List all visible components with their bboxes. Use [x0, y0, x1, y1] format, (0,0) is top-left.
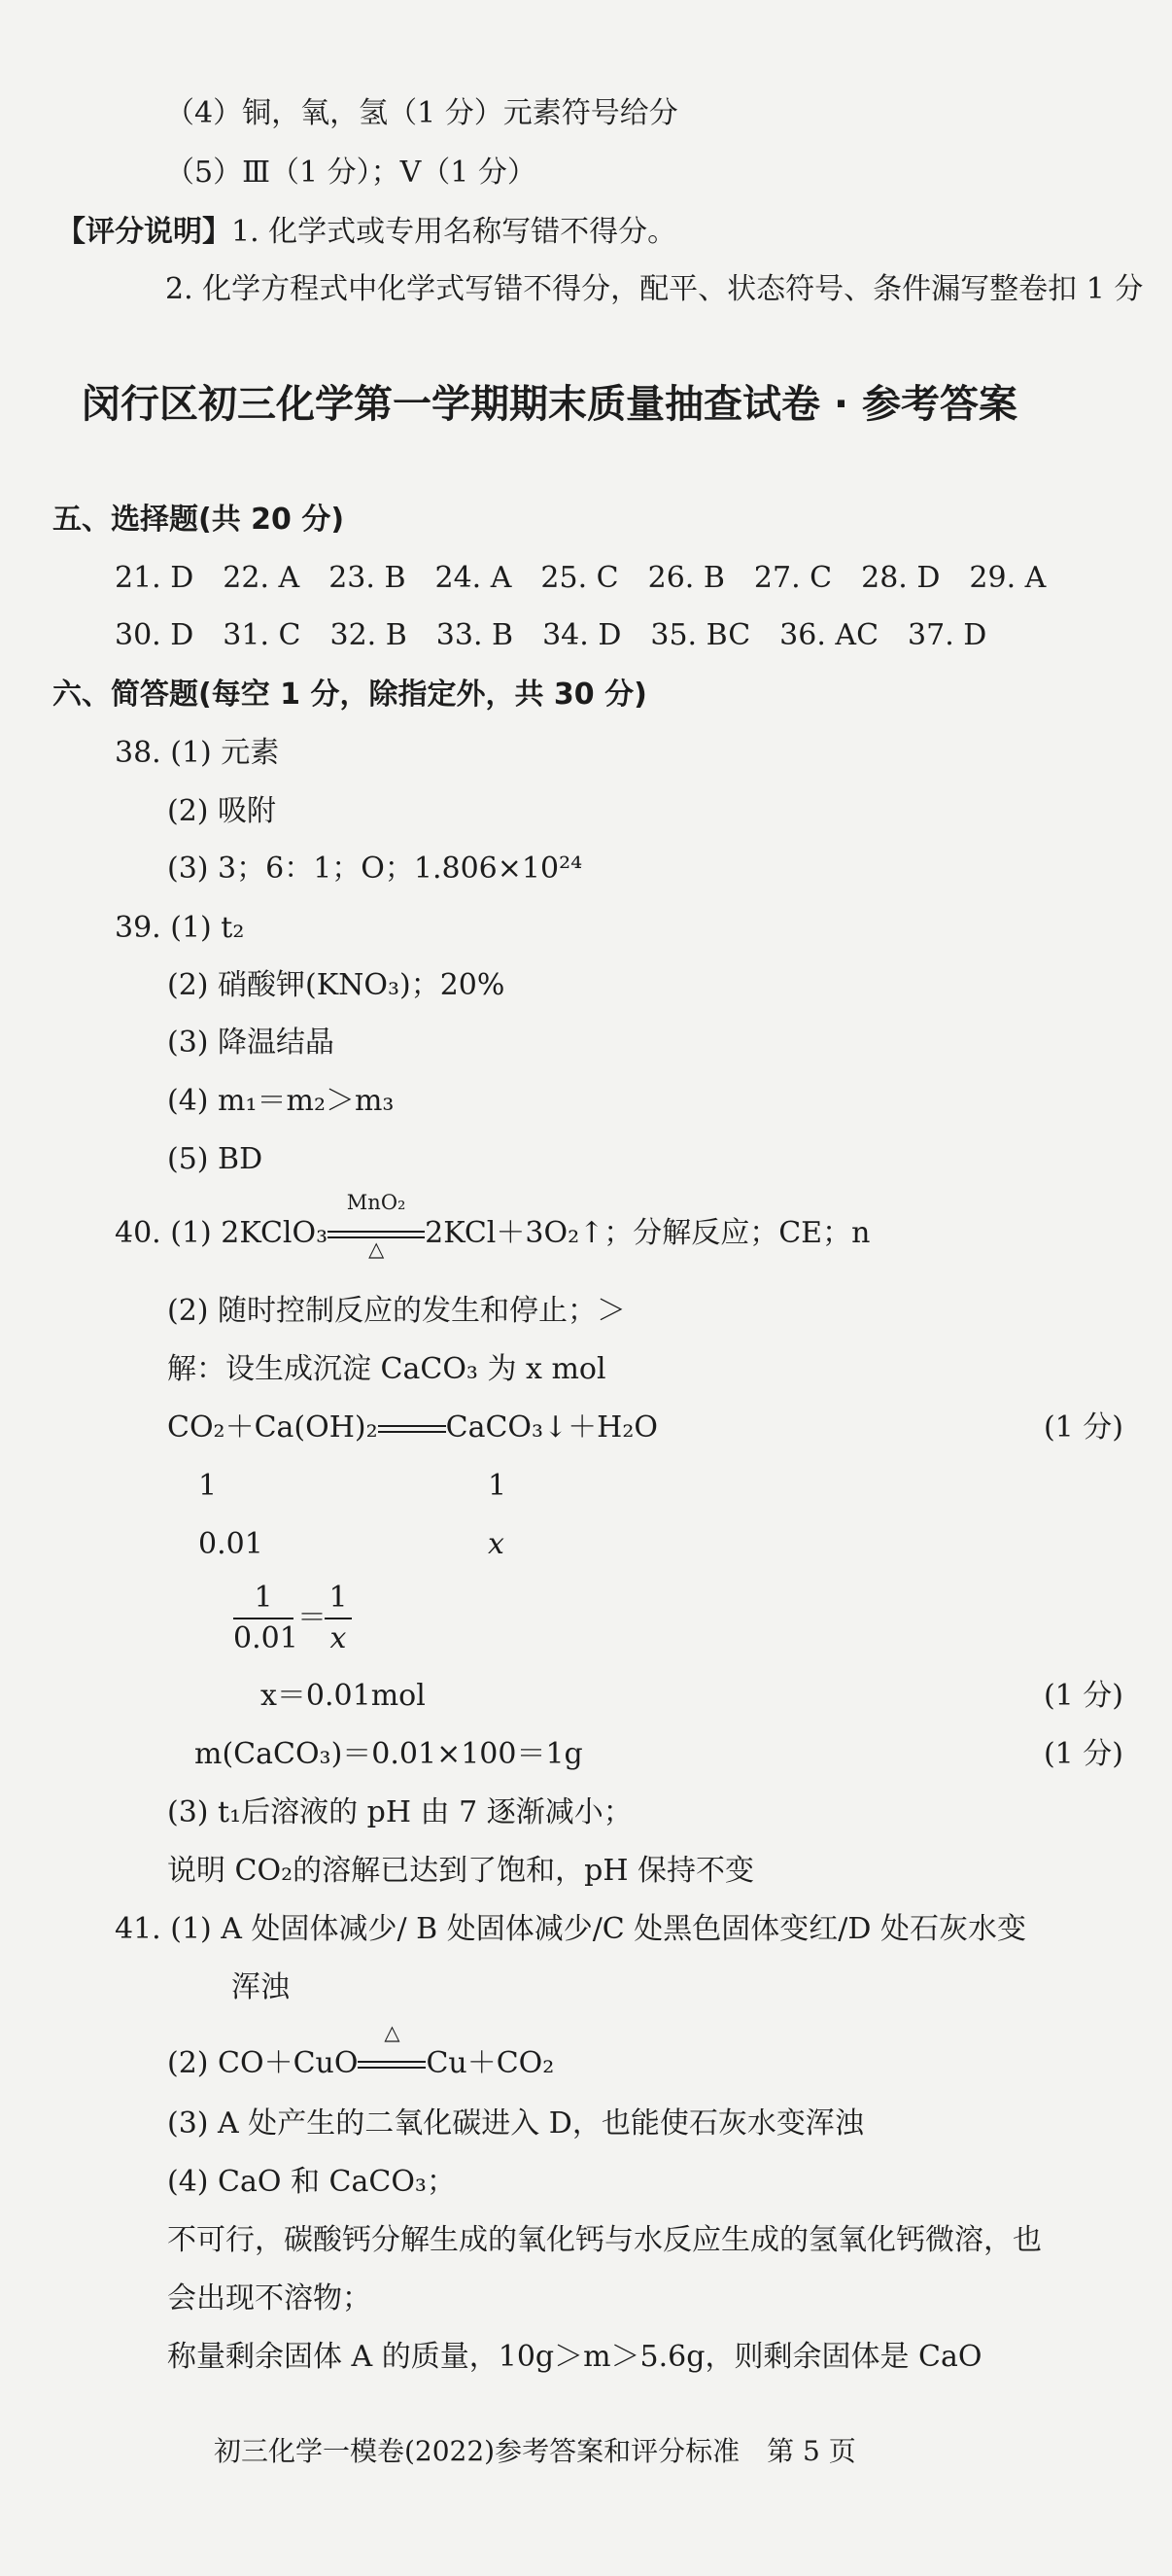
q41-4-explanation: 不可行，碳酸钙分解生成的氧化钙与水反应生成的氢氧化钙微溶，也: [167, 2223, 1042, 2257]
scoring-note-label: 【评分说明】: [56, 215, 231, 249]
equals-sign: [378, 1414, 446, 1444]
q38-3: (3) 3；6：1；O；1.806×10²⁴: [167, 852, 583, 886]
q40-3: (3) t₁后溶液的 pH 由 7 逐渐减小；: [167, 1795, 633, 1829]
scoring-note-2: 2. 化学方程式中化学式写错不得分，配平、状态符号、条件漏写整卷扣 1 分: [165, 272, 1144, 306]
scoring-note-1: [56, 215, 677, 249]
section-5-answers-row2: 30. D 31. C 32. B 33. B 34. D 35. BC 36. AC 37. D: [115, 618, 987, 652]
fraction-left: [233, 1581, 298, 1656]
q39-5: (5) BD: [167, 1142, 263, 1176]
fraction-right-denominator: x: [329, 1621, 347, 1655]
scoring-note-1-text: 1. 化学式或专用名称写错不得分。: [231, 215, 677, 249]
score-mark-2: (1 分): [1043, 1679, 1123, 1713]
q41-4-explanation-cont: 会出现不溶物；: [167, 2281, 371, 2315]
prev-q5: （5）Ⅲ（1 分）；Ⅴ（1 分）: [165, 156, 536, 190]
section-6-heading: 六、简答题(每空 1 分，除指定外，共 30 分): [52, 678, 647, 712]
prev-q4: （4）铜，氧，氢（1 分）元素符号给分: [165, 96, 678, 130]
page-footer: 初三化学一模卷(2022)参考答案和评分标准 第 5 页: [214, 2435, 856, 2467]
fraction-left-denominator: 0.01: [233, 1621, 298, 1655]
q38-1: 38. (1) 元素: [115, 736, 280, 770]
heat-symbol-2: △: [384, 2021, 400, 2044]
q40-3-explanation: 说明 CO₂的溶解已达到了饱和，pH 保持不变: [167, 1854, 755, 1888]
q41-4: (4) CaO 和 CaCO₃；: [167, 2165, 456, 2199]
q41-2-reactants: (2) CO＋CuO: [167, 2046, 359, 2080]
page-title: 闵行区初三化学第一学期期末质量抽查试卷 · 参考答案: [82, 382, 1018, 427]
q40-1: [115, 1191, 871, 1261]
reaction-condition-arrow: [327, 1191, 425, 1261]
ratio-2b: x: [488, 1527, 504, 1561]
score-mark-3: (1 分): [1043, 1737, 1123, 1771]
q39-1: 39. (1) t₂: [115, 911, 245, 945]
q38-2: (2) 吸附: [167, 794, 277, 828]
ratio-2a: 0.01: [198, 1527, 263, 1561]
heat-symbol: △: [368, 1237, 385, 1261]
equation-right: CaCO₃↓＋H₂O: [445, 1410, 658, 1445]
q39-4: (4) m₁＝m₂＞m₃: [167, 1084, 395, 1118]
section-5-heading: 五、选择题(共 20 分): [52, 503, 345, 537]
fraction-left-numerator: 1: [254, 1581, 273, 1615]
q39-3: (3) 降温结晶: [167, 1026, 335, 1060]
equation-left: CO₂＋Ca(OH)₂: [167, 1410, 378, 1445]
ratio-1b: 1: [488, 1469, 507, 1503]
fraction-right: [325, 1581, 352, 1656]
heat-arrow: [358, 2021, 426, 2079]
section-5-answers-row1: 21. D 22. A 23. B 24. A 25. C 26. B 27. C 28. D 29. A: [115, 561, 1047, 595]
fraction-equals: ＝: [297, 1601, 327, 1635]
catalyst-label: MnO₂: [346, 1191, 406, 1214]
q41-3: (3) A 处产生的二氧化碳进入 D，也能使石灰水变浑浊: [167, 2106, 864, 2141]
mass-result: m(CaCO₃)＝0.01×100＝1g: [194, 1737, 583, 1771]
q40-2: (2) 随时控制反应的发生和停止；＞: [167, 1294, 627, 1328]
q41-1-cont: 浑浊: [231, 1970, 290, 2004]
q40-equation: [167, 1410, 658, 1445]
q40-solve: 解：设生成沉淀 CaCO₃ 为 x mol: [167, 1352, 606, 1386]
x-result: x＝0.01mol: [260, 1679, 426, 1713]
score-mark-1: (1 分): [1043, 1410, 1123, 1445]
ratio-1a: 1: [198, 1469, 218, 1503]
q41-4-method: 称量剩余固体 A 的质量，10g＞m＞5.6g，则剩余固体是 CaO: [167, 2340, 982, 2374]
q41-2: [167, 2021, 555, 2080]
q40-1-reactant: 40. (1) 2KClO₃: [115, 1216, 328, 1250]
fraction-right-numerator: 1: [328, 1581, 348, 1615]
q41-1: 41. (1) A 处固体减少/ B 处固体减少/C 处黑色固体变红/D 处石灰水变: [115, 1912, 1026, 1946]
q40-1-products: 2KCl＋3O₂↑；分解反应；CE；n: [425, 1216, 871, 1250]
q41-2-products: Cu＋CO₂: [426, 2046, 555, 2080]
q39-2: (2) 硝酸钾(KNO₃)；20%: [167, 968, 505, 1002]
